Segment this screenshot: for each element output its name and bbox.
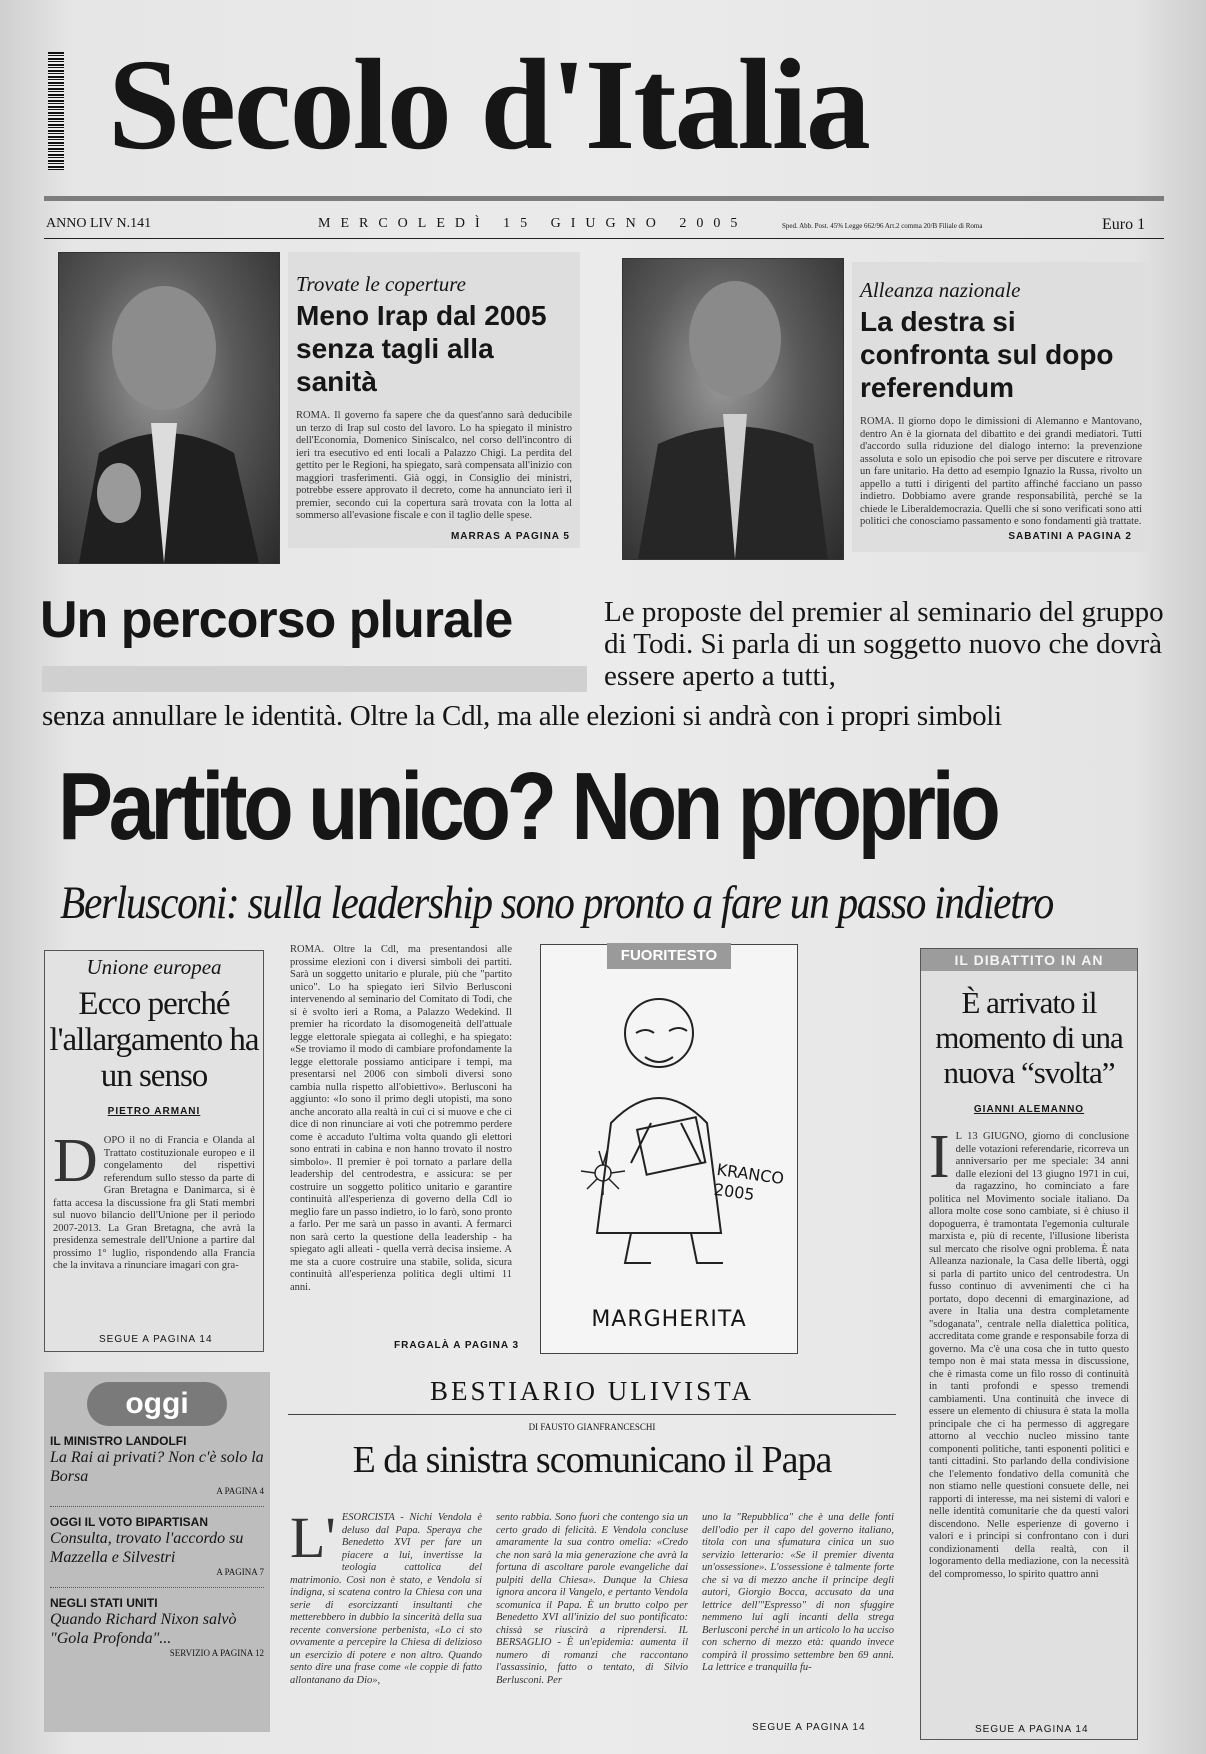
lead-body: ROMA. Oltre la Cdl, ma presentandosi alle prossime elezioni con i diversi simboli dei partiti. Sarà un soggetto unitario e plurale, più che "partito unico". Lo ha spiegato ieri Silvio Berlusconi intervenendo al seminario del Comitato di Todi, che si è svolto ieri a Roma, a Palazzo Wedekind. Il premier ha ricordato la disomogeneità dell'attuale legge elettorale spiegata ai colleghi, e ha spiegato: «Se troviamo il modo di cambiare profondamente la legge elettorale possiamo anticipare i tempi, ma presentarsi nel 2006 con simboli diversi sono cambia nulla rispetto all'obiettivo». Berlusconi ha aggiunto: «Io sono il primo degli utopisti, ma sono anche ancorato alla realtà in cui ci si muove e che ci dice di non rinunciare ai voti che potremmo perdere come è accaduto l'ultima volta quando gli elettori sono entrati in cabina e non hanno trovato il nostro simbolo». Il premier è poi tornato a parlare della leadership del centrodestra, e assicura: se per costruire un soggetto politico unitario e garantire continuità all'esperienza di governo della Cdl io meglio fare un passo indietro, io lo farò, sono pronto a farlo. Per me sarà un passo in avanti. A fermarci non sarà certo la questione della leadership - ha spiegato agli alleati - quella verrà decisa insieme. A me sta a cuore costruire una stabile, solida, sicura continuità all'esperienza politica degli ultimi 11 anni. bbox=[290, 944, 512, 1293]
debate-author: GIANNI ALEMANNO bbox=[973, 1104, 1085, 1115]
europe-kicker: Unione europea bbox=[86, 955, 222, 979]
oggi-item[interactable] bbox=[50, 1596, 264, 1658]
lead-kicker: Un percorso plurale bbox=[40, 591, 513, 649]
photo-siniscalco bbox=[58, 252, 280, 564]
europe-author: PIETRO ARMANI bbox=[107, 1106, 201, 1117]
masthead-rule bbox=[44, 196, 1164, 201]
bestiario-col1: ESORCISTA - Nichi Vendola è deluso dal Papa. Speraya che Benedetto XVI per fare un piacere a lui, invertisse la teologia cattolica del matrimonio. Così non è stato, e Vendola si indigna, si scatena contro la Chiesa con una serie di esorcizzanti insultanti che metterebbero in dubbio la sincerità della sua recente conversione perbenista, «Lo ci sto ovvamente a percepire la Chiesa di delizioso un esercizio di potere e non altro. Quando sento dire una frase come «le coppie di fatto allontanano da Dio», bbox=[290, 1512, 482, 1686]
oggi-item-page: A PAGINA 4 bbox=[216, 1486, 264, 1496]
oggi-list bbox=[44, 1426, 270, 1658]
oggi-item-text: La Rai ai privati? Non c'è solo la Borsa bbox=[50, 1449, 264, 1485]
issue-date: MERCOLEDÌ 15 GIUGNO 2005 bbox=[318, 216, 748, 231]
portrait-illustration bbox=[623, 259, 843, 559]
europe-dropcap: D bbox=[53, 1127, 98, 1195]
cartoon-signature: KRANCO 2005 bbox=[712, 1159, 786, 1205]
oggi-item-text: Quando Richard Nixon salvò "Gola Profonda"... bbox=[50, 1611, 237, 1647]
oggi-item-page: SERVIZIO A PAGINA 12 bbox=[169, 1648, 264, 1658]
story-left-kicker: Trovate le coperture bbox=[296, 272, 466, 296]
story-right-signature: SABATINI A PAGINA 2 bbox=[1008, 531, 1132, 542]
masthead-title: Secolo d'Italia bbox=[108, 33, 869, 177]
bestiario-headline: E da sinistra scomunicano il Papa bbox=[352, 1439, 832, 1481]
debate-box bbox=[920, 948, 1138, 1740]
europe-signature: SEGUE A PAGINA 14 bbox=[99, 1334, 213, 1345]
oggi-title: oggi bbox=[87, 1382, 227, 1426]
lead-kicker-underbar bbox=[42, 666, 587, 692]
oggi-item[interactable] bbox=[50, 1515, 264, 1577]
oggi-item-heading: IL MINISTRO LANDOLFI bbox=[50, 1434, 187, 1448]
bestiario-dropcap: L' bbox=[290, 1512, 336, 1570]
oggi-divider bbox=[50, 1506, 264, 1507]
lead-headline: Partito unico? Non proprio bbox=[58, 753, 997, 860]
oggi-item-heading: OGGI IL VOTO BIPARTISAN bbox=[50, 1515, 209, 1529]
cartoon-box bbox=[540, 944, 798, 1354]
europe-body-wrap bbox=[53, 1127, 255, 1273]
postal-notice: Sped. Abb. Post. 45% Legge 662/96 Art.2 comma 20/B Filiale di Roma bbox=[782, 222, 983, 230]
bestiario-col3: uno la "Repubblica" che è una delle fonti dell'odio per il capo del governo italiano, titola con una sfumatura cinica un suo servizio letterario: «Se il premier diventa un'ossessione». L'ossessione è talmente forte che si va di mezzo anche il principe degli autori, Giorgio Bocca, accusato da una lettrice dell'"Espresso" di non sfuggire nemmeno lui agli incanti della strega Berlusconi perché in un articolo lo ha ucciso con scherno di mezzo età: quando invece compirà il prossimo settembre ben 69 anni. La lettrice e tranquilla fu- bbox=[702, 1512, 894, 1673]
bestiario-section: BESTIARIO ULIVISTA bbox=[429, 1376, 755, 1406]
bestiario-col1-wrap bbox=[290, 1512, 482, 1732]
story-right-kicker: Alleanza nazionale bbox=[860, 278, 1021, 302]
story-left-headline: Meno Irap dal 2005 senza tagli alla sanità bbox=[296, 300, 547, 397]
debate-body-wrap bbox=[929, 1131, 1129, 1691]
story-left-signature: MARRAS A PAGINA 5 bbox=[450, 531, 570, 542]
story-left-body: ROMA. Il governo fa sapere che da quest'anno sarà deducibile un terzo di Irap sul costo del lavoro. Lo ha spiegato il ministro dell'Economia, Domenico Siniscalco, nel corso dell'incontro di ieri tra esecutivo ed enti locali a Palazzo Chigi. La perdita del gettito per le Regioni, ha spiegato, sarà compensata all'inizio con maggiori trasferimenti. Già oggi, in Consiglio dei ministri, potrebbe essere approvato il decreto, come ha annunciato ieri il premier, secondo cui la copertura sarà trovata con la lotta al sommerso all'evasione fiscale e con il taglio delle spese. bbox=[296, 410, 572, 521]
oggi-item-heading: NEGLI STATI UNITI bbox=[50, 1596, 158, 1610]
story-right-body: ROMA. Il giorno dopo le dimissioni di Alemanno e Mantovano, dentro An è la giornata del dibattito e dei grandi mediatori. Tutti d'accordo sulla riduzione del dialogo interno: la prevenzione assoluta e solo un episodio che poi serve per discutere e ritrovare un fare unitario. Ha detto ad esempio Ignazio la Russa, rivolto un appello a tutti i dirigenti del partito affinché facciano un passo indietro. Dobbiamo avere grande responsabilità, perché se la chiede le Liberaldemocrazia. Quelli che si sono verificati sono atti politici che conosciamo passamento e sono fondamenti già trattate. bbox=[860, 416, 1142, 527]
lead-signature: FRAGALÀ A PAGINA 3 bbox=[394, 1340, 520, 1351]
bestiario-signature: SEGUE A PAGINA 14 bbox=[752, 1722, 866, 1733]
oggi-divider bbox=[50, 1587, 264, 1588]
oggi-item-text: Consulta, trovato l'accordo su Mazzella e Silvestri bbox=[50, 1530, 244, 1566]
story-right-box bbox=[852, 262, 1150, 552]
bestiario-author: DI FAUSTO GIANFRANCESCHI bbox=[528, 1422, 656, 1432]
barcode bbox=[48, 52, 64, 170]
story-left-box bbox=[288, 252, 580, 548]
oggi-box bbox=[44, 1372, 270, 1732]
debate-dropcap: I bbox=[929, 1131, 950, 1191]
bestiario-col2: sento rabbia. Sono fuori che contengo sia un certo grado di felicità. E Vendola concluse amaramente la sua contro omelia: «Credo che non sarà la mia generazione che avrà la fortuna di ascoltare parole evangeliche dai pulpiti della Chiesa». Dunque la Chiesa ignora ancora il Vangelo, e pertanto Vendola scomunica il Papa. È un brutto colpo per Benedetto XVI all'inizio del suo pontificato: chissà se riuscirà a riprendersi. IL BERSAGLIO - È un'epidemia: aumenta il numero di romanzi che raccontano l'assassinio, fatto o tentato, di Silvio Berlusconi. Per bbox=[496, 1512, 688, 1686]
cartoon-caption: MARGHERITA bbox=[591, 1307, 747, 1332]
debate-label: IL DIBATTITO IN AN bbox=[921, 949, 1137, 971]
issue-number: ANNO LIV N.141 bbox=[46, 216, 152, 231]
dateline-rule bbox=[44, 238, 1164, 239]
portrait-illustration bbox=[59, 253, 279, 563]
oggi-item[interactable] bbox=[50, 1434, 264, 1496]
cartoon-drawing bbox=[541, 973, 797, 1273]
europe-body: OPO il no di Francia e Olanda al Trattato costituzionale europeo e il congelamento del rispettivi referendum sullo stesso da parte di Gran Bretagna e Danimarca, si è fatta accesa la discussione fra gli Stati membri sul nuovo bilancio dell'Unione per il periodo 2007-2013. La Gran Bretagna, che avrà la presidenza semestrale dell'Unione a partire dal prossimo 1° luglio, rispondendo alla Francia che la invitava a rinunciare imagari con gra- bbox=[53, 1135, 255, 1271]
bestiario-rule bbox=[288, 1414, 896, 1415]
cartoon-label: FUORITESTO bbox=[607, 943, 731, 969]
lead-deck-line: senza annullare le identità. Oltre la Cdl, ma alle elezioni si andrà con i propri simboli bbox=[42, 700, 1002, 732]
debate-headline: È arrivato il momento di una nuova “svolta” bbox=[935, 985, 1123, 1090]
europe-headline: Ecco perché l'allargamento ha un senso bbox=[49, 986, 259, 1094]
price: Euro 1 bbox=[1102, 216, 1146, 233]
debate-body: L 13 GIUGNO, giorno di conclusione delle votazioni referendarie, ricorreva un anniversario per me speciale: 34 anni dalle elezioni del 13 giugno 1971 in cui, da ragazzino, ho cominciato a fare politica nel Movimento sociale italiano. Da allora molte cose sono cambiate, si è chiuso il dopoguerra, è tramontata l'egemonia culturale marxista e, più di recente, l'illusione liberista sul mercato che risolve ogni problema. È nata Alleanza nazionale, la Casa delle libertà, oggi si parla di partito unico del centrodestra. Un fusso continuo di avvenimenti che ci ha portato, dopo decenni di emarginazione, ad avere in Italia una destra completamente "sdoganata", centrale nella dialettica politica, accreditata come grande e responsabile forza di governo. Ma c'è una cosa che in tutto questo tempo non è mai stata messa in discussione, che è rimasta come un filo rosso di continuità in tanti profondi e spesso tremendi cambiamenti. Una continuità che invece di essere un elemento di chiusura è stata la molla principale che ci ha permesso di aggregare attorno al vecchio nucleo missino tante componenti politiche, tanti esponenti politici e tanti cittadini. Sto parlando della condivisione che l'elemento fondativo della comunità che non stiamo nelle questioni consuete delle, nei rapporti di interesse, ma nei sistemi di valori e nelle identità comunitarie che da questi valori discendono. Nelle esperienze di governo i valori e i principi si confrontano con i duri condizionamenti della realtà, con il logoramento della mediazione, con la necessità del compromesso, lo spirito quattro anni bbox=[929, 1131, 1129, 1580]
lead-subhead: Berlusconi: sulla leadership sono pronto a fare un passo indietro bbox=[60, 877, 1053, 929]
lead-deck-right: Le proposte del premier al seminario del gruppo di Todi. Si parla di un soggetto nuovo che dovrà essere aperto a tutti, bbox=[604, 596, 1164, 692]
debate-signature: SEGUE A PAGINA 14 bbox=[975, 1724, 1089, 1735]
oggi-item-page: A PAGINA 7 bbox=[216, 1567, 264, 1577]
europe-box bbox=[44, 950, 264, 1352]
photo-fini bbox=[622, 258, 844, 560]
story-right-headline: La destra si confronta sul dopo referendum bbox=[860, 306, 1114, 403]
